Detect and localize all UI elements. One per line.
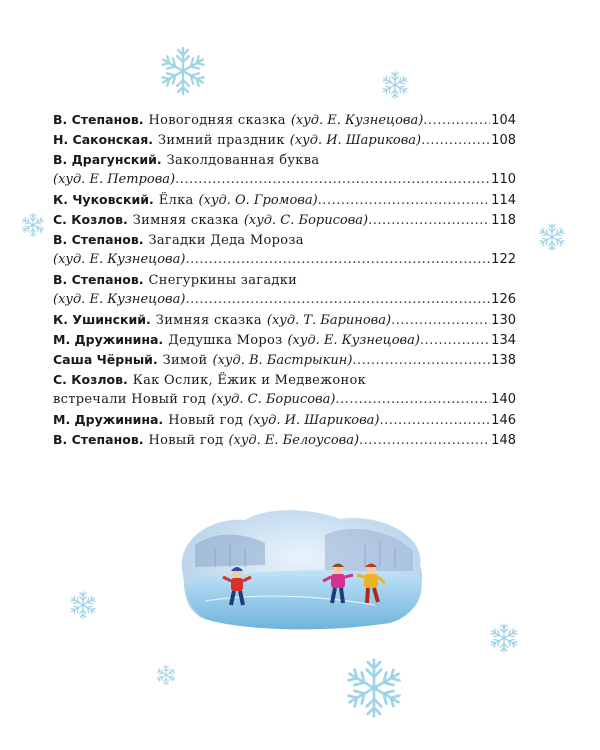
toc-entry: [53, 370, 516, 390]
toc-leader-dots: [420, 331, 490, 351]
toc-page-number: 140: [491, 392, 516, 407]
toc-author: М. Дружинина.: [53, 412, 164, 427]
toc-leader-dots: [352, 351, 490, 371]
toc-entry: [53, 210, 516, 230]
toc-page-number: 148: [491, 433, 516, 448]
toc-entry: [53, 130, 516, 150]
toc-leader-dots: [391, 311, 490, 331]
snowflake-icon: [380, 70, 410, 100]
toc-author: С. Козлов.: [53, 372, 128, 387]
toc-title: Как Ослик, Ёжик и Медвежонок: [132, 373, 367, 388]
toc-title: Новогодняя сказка: [148, 113, 286, 128]
toc-author: С. Козлов.: [53, 212, 128, 227]
toc-page-number: 108: [491, 133, 516, 148]
toc-page-number: 130: [491, 313, 516, 328]
toc-author: Саша Чёрный.: [53, 352, 158, 367]
children-skating-illustration: [175, 505, 430, 635]
toc-illustrator: (худ. Е. Кузнецова): [53, 252, 186, 267]
toc-entry: [53, 230, 516, 250]
snowflake-icon: [488, 622, 520, 654]
toc-entry: [53, 290, 516, 310]
toc-leader-dots: [423, 111, 490, 131]
toc-author: К. Ушинский.: [53, 312, 151, 327]
toc-entry: [53, 310, 516, 330]
toc-illustrator: (худ. С. Борисова): [211, 392, 336, 407]
toc-illustrator: (худ. Е. Кузнецова): [290, 113, 424, 128]
toc-title: Новый год: [168, 413, 244, 428]
snowflake-icon: [537, 222, 567, 252]
toc-page-number: 122: [491, 252, 516, 267]
toc-leader-dots: [379, 411, 490, 431]
toc-title: Зимняя сказка: [155, 313, 262, 328]
toc-entry: [53, 110, 516, 130]
toc-leader-dots: [185, 250, 490, 270]
toc-illustrator: (худ. В. Бастрыкин): [212, 353, 353, 368]
toc-entry: [53, 170, 516, 190]
toc-illustrator: (худ. О. Громова): [198, 193, 318, 208]
toc-title: Дедушка Мороз: [168, 333, 283, 348]
toc-page-number: 138: [491, 353, 516, 368]
toc-title: Зимняя сказка: [132, 213, 239, 228]
snowflake-icon: [342, 656, 406, 720]
toc-leader-dots: [368, 211, 490, 231]
toc-page-number: 126: [491, 292, 516, 307]
toc-title: Загадки Деда Мороза: [148, 233, 304, 248]
toc-leader-dots: [359, 431, 490, 451]
toc-title: Зимний праздник: [157, 133, 285, 148]
toc-title: Зимой: [162, 353, 208, 368]
toc-author: В. Степанов.: [53, 432, 144, 447]
toc-leader-dots: [335, 390, 490, 410]
toc-leader-dots: [175, 170, 490, 190]
toc-page-number: 118: [491, 213, 516, 228]
toc-illustrator: (худ. С. Борисова): [243, 213, 369, 228]
toc-illustrator: (худ. Т. Баринова): [266, 313, 392, 328]
snowflake-icon: [20, 212, 46, 238]
snowflake-icon: [155, 664, 177, 686]
toc-entry: [53, 270, 516, 290]
toc-leader-dots: [421, 131, 490, 151]
toc-entry: [53, 410, 516, 430]
toc-entry: [53, 150, 516, 170]
toc-author: Н. Саконская.: [53, 132, 153, 147]
toc-leader-dots: [185, 290, 490, 310]
table-of-contents: [53, 110, 516, 450]
toc-illustrator: (худ. Е. Кузнецова): [53, 292, 186, 307]
toc-illustrator: (худ. Е. Петрова): [53, 172, 176, 187]
toc-title: Новый год: [148, 433, 224, 448]
toc-author: В. Степанов.: [53, 272, 144, 287]
snowflake-icon: [157, 45, 209, 97]
toc-title: встречали Новый год: [53, 392, 207, 407]
toc-author: В. Драгунский.: [53, 152, 162, 167]
toc-entry: [53, 250, 516, 270]
toc-illustrator: (худ. И. Шарикова): [248, 413, 380, 428]
toc-author: М. Дружинина.: [53, 332, 164, 347]
toc-title: Заколдованная буква: [166, 153, 320, 168]
toc-illustrator: (худ. Е. Белоусова): [228, 433, 360, 448]
toc-page-number: 146: [491, 413, 516, 428]
toc-entry: [53, 430, 516, 450]
toc-author: В. Степанов.: [53, 232, 144, 247]
toc-entry: [53, 330, 516, 350]
toc-page-number: 114: [491, 193, 516, 208]
toc-title: Ёлка: [158, 193, 194, 208]
toc-page-number: 134: [491, 333, 516, 348]
snowflake-icon: [68, 590, 98, 620]
toc-page-number: 110: [491, 172, 516, 187]
toc-title: Снегуркины загадки: [148, 273, 298, 288]
toc-entry: [53, 190, 516, 210]
toc-author: К. Чуковский.: [53, 192, 154, 207]
toc-illustrator: (худ. Е. Кузнецова): [287, 333, 420, 348]
toc-page-number: 104: [491, 113, 516, 128]
toc-entry: [53, 350, 516, 370]
toc-entry: [53, 390, 516, 410]
toc-author: В. Степанов.: [53, 112, 144, 127]
toc-illustrator: (худ. И. Шарикова): [289, 133, 422, 148]
toc-leader-dots: [318, 191, 491, 211]
